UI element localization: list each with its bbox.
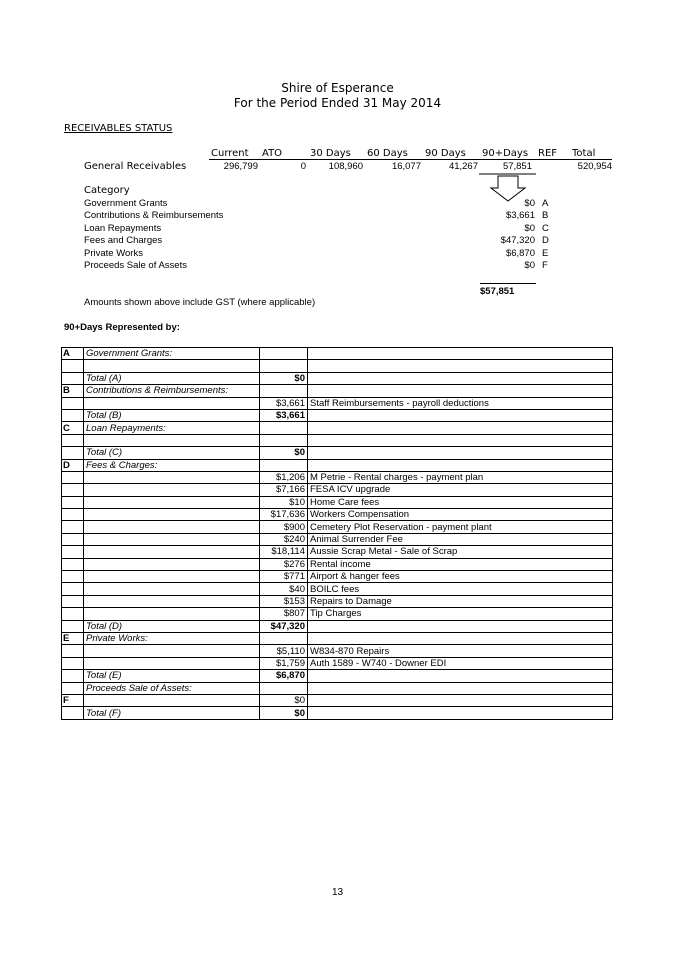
table-row	[62, 434, 613, 446]
row-amount: $1,206	[260, 471, 308, 483]
row-description: Staff Reimbursements - payroll deductions	[308, 397, 613, 409]
row-amount: $153	[260, 595, 308, 607]
category-heading: Category	[84, 185, 130, 196]
value-30-days: 108,960	[328, 161, 363, 172]
row-description: Workers Compensation	[308, 509, 613, 521]
row-ref	[62, 484, 84, 496]
row-amount: $0	[260, 372, 308, 384]
row-label: Total (A)	[84, 372, 260, 384]
row-ref	[62, 471, 84, 483]
table-row	[62, 471, 613, 483]
category-ref: C	[542, 223, 549, 234]
table-row	[62, 521, 613, 533]
table-row	[62, 397, 613, 409]
table-row	[62, 682, 613, 694]
row-description: Repairs to Damage	[308, 595, 613, 607]
category-label: Government Grants	[84, 198, 168, 209]
table-row	[62, 645, 613, 657]
row-description: M Petrie - Rental charges - payment plan	[308, 471, 613, 483]
row-label: Proceeds Sale of Assets:	[84, 682, 260, 694]
table-row	[62, 447, 613, 459]
row-description	[308, 434, 613, 446]
row-label	[84, 558, 260, 570]
row-ref	[62, 360, 84, 372]
row-label: Total (B)	[84, 409, 260, 421]
row-amount: $771	[260, 571, 308, 583]
row-label	[84, 533, 260, 545]
row-label	[84, 521, 260, 533]
row-label: Total (D)	[84, 620, 260, 632]
value-current: 296,799	[223, 161, 258, 172]
row-ref	[62, 397, 84, 409]
value-90-days: 41,267	[448, 161, 478, 172]
row-description	[308, 459, 613, 471]
value-90plus-days: 57,851	[502, 161, 532, 172]
report-title: Shire of Esperance	[281, 81, 394, 95]
row-label: Total (E)	[84, 670, 260, 682]
row-amount	[260, 434, 308, 446]
row-ref	[62, 707, 84, 719]
table-row	[62, 496, 613, 508]
row-amount: $3,661	[260, 409, 308, 421]
category-ref: B	[542, 210, 549, 221]
row-ref	[62, 447, 84, 459]
row-amount: $0	[260, 447, 308, 459]
category-amount: $6,870	[505, 248, 535, 259]
row-description	[308, 422, 613, 434]
row-ref	[62, 496, 84, 508]
row-amount	[260, 385, 308, 397]
row-ref: C	[62, 422, 84, 434]
row-amount: $276	[260, 558, 308, 570]
row-amount: $6,870	[260, 670, 308, 682]
table-row	[62, 657, 613, 669]
category-label: Private Works	[84, 248, 143, 259]
row-label: Contributions & Reimbursements:	[84, 385, 260, 397]
row-label: Total (C)	[84, 447, 260, 459]
table-row	[62, 484, 613, 496]
row-amount: $10	[260, 496, 308, 508]
row-amount: $0	[260, 707, 308, 719]
row-ref	[62, 509, 84, 521]
value-60-days: 16,077	[391, 161, 421, 172]
category-label: Proceeds Sale of Assets	[84, 260, 187, 271]
category-ref: F	[542, 260, 548, 271]
row-label	[84, 645, 260, 657]
row-description	[308, 707, 613, 719]
table-row	[62, 459, 613, 471]
category-ref: E	[542, 248, 549, 259]
category-label: Loan Repayments	[84, 223, 162, 234]
row-description: Tip Charges	[308, 608, 613, 620]
row-amount: $900	[260, 521, 308, 533]
row-description: Auth 1589 - W740 - Downer EDI	[308, 657, 613, 669]
category-amount: $0	[524, 223, 535, 234]
row-amount: $7,166	[260, 484, 308, 496]
col-30-days: 30 Days	[310, 148, 351, 159]
row-description	[308, 385, 613, 397]
row-ref: B	[62, 385, 84, 397]
table-row	[62, 372, 613, 384]
table-row	[62, 409, 613, 421]
col-90plus-days: 90+Days	[482, 148, 529, 159]
category-amount: $3,661	[505, 210, 535, 221]
row-amount: $17,636	[260, 509, 308, 521]
row-label	[84, 608, 260, 620]
row-ref	[62, 558, 84, 570]
row-ref	[62, 620, 84, 632]
table-row	[62, 509, 613, 521]
row-label	[84, 496, 260, 508]
col-total: Total	[572, 148, 596, 159]
row-ref	[62, 608, 84, 620]
row-label	[84, 397, 260, 409]
row-description: Aussie Scrap Metal - Sale of Scrap	[308, 546, 613, 558]
detail-table-body	[62, 348, 613, 720]
report-period: For the Period Ended 31 May 2014	[233, 96, 442, 110]
row-description: BOILC fees	[308, 583, 613, 595]
table-row	[62, 546, 613, 558]
page-number: 13	[331, 887, 344, 898]
row-label	[84, 434, 260, 446]
row-ref	[62, 409, 84, 421]
row-description	[308, 409, 613, 421]
row-description: Rental income	[308, 558, 613, 570]
row-label: Government Grants:	[84, 348, 260, 360]
row-amount: $18,114	[260, 546, 308, 558]
category-amount: $47,320	[500, 235, 535, 246]
row-amount	[260, 360, 308, 372]
table-row	[62, 707, 613, 719]
row-description	[308, 360, 613, 372]
general-receivables-label: General Receivables	[84, 161, 187, 172]
row-amount	[260, 682, 308, 694]
row-amount	[260, 632, 308, 644]
table-row	[62, 422, 613, 434]
category-ref: A	[542, 198, 549, 209]
row-amount	[260, 348, 308, 360]
table-row	[62, 360, 613, 372]
row-label: Total (F)	[84, 707, 260, 719]
row-ref	[62, 372, 84, 384]
row-label	[84, 595, 260, 607]
row-label: Fees & Charges:	[84, 459, 260, 471]
row-description	[308, 682, 613, 694]
category-label: Fees and Charges	[84, 235, 163, 246]
row-amount: $240	[260, 533, 308, 545]
row-description	[308, 694, 613, 706]
row-ref	[62, 521, 84, 533]
row-ref: A	[62, 348, 84, 360]
row-ref	[62, 533, 84, 545]
row-ref: E	[62, 632, 84, 644]
header-rule	[209, 159, 612, 160]
row-ref	[62, 546, 84, 558]
row-label	[84, 657, 260, 669]
row-amount: $807	[260, 608, 308, 620]
row-description	[308, 632, 613, 644]
row-ref	[62, 434, 84, 446]
row-ref	[62, 657, 84, 669]
row-description	[308, 372, 613, 384]
col-ref: REF	[538, 148, 558, 159]
row-label	[84, 571, 260, 583]
row-amount: $3,661	[260, 397, 308, 409]
table-row	[62, 533, 613, 545]
row-ref	[62, 670, 84, 682]
row-ref	[62, 595, 84, 607]
row-ref: D	[62, 459, 84, 471]
table-row	[62, 571, 613, 583]
row-amount: $40	[260, 583, 308, 595]
row-label: Private Works:	[84, 632, 260, 644]
row-label	[84, 509, 260, 521]
row-amount: $0	[260, 694, 308, 706]
row-ref	[62, 645, 84, 657]
table-row	[62, 620, 613, 632]
category-label: Contributions & Reimbursements	[84, 210, 224, 221]
table-row	[62, 558, 613, 570]
table-row	[62, 348, 613, 360]
gst-note: Amounts shown above include GST (where applicable)	[84, 297, 316, 308]
col-current: Current	[211, 148, 249, 159]
row-description: FESA ICV upgrade	[308, 484, 613, 496]
table-row	[62, 385, 613, 397]
row-ref	[62, 682, 84, 694]
col-90-days: 90 Days	[425, 148, 466, 159]
category-amount: $0	[524, 260, 535, 271]
col-60-days: 60 Days	[367, 148, 408, 159]
category-ref: D	[542, 235, 549, 246]
table-row	[62, 583, 613, 595]
category-amount: $0	[524, 198, 535, 209]
table-row	[62, 694, 613, 706]
categories-total: $57,851	[480, 286, 515, 297]
row-label	[84, 583, 260, 595]
row-description: Cemetery Plot Reservation - payment plant	[308, 521, 613, 533]
row-label	[84, 546, 260, 558]
row-description	[308, 447, 613, 459]
table-row	[62, 595, 613, 607]
row-label	[84, 360, 260, 372]
row-label	[84, 471, 260, 483]
row-amount	[260, 459, 308, 471]
row-label	[84, 694, 260, 706]
row-ref	[62, 571, 84, 583]
row-label: Loan Repayments:	[84, 422, 260, 434]
col-ato: ATO	[262, 148, 283, 159]
total-rule	[480, 283, 536, 284]
row-amount: $47,320	[260, 620, 308, 632]
table-row	[62, 608, 613, 620]
row-amount: $5,110	[260, 645, 308, 657]
row-description: W834-870 Repairs	[308, 645, 613, 657]
row-description	[308, 620, 613, 632]
section-heading: RECEIVABLES STATUS	[64, 123, 173, 134]
row-ref: F	[62, 694, 84, 706]
represented-heading: 90+Days Represented by:	[64, 322, 180, 333]
row-description: Home Care fees	[308, 496, 613, 508]
value-total: 520,954	[577, 161, 612, 172]
row-description: Airport & hanger fees	[308, 571, 613, 583]
value-ato: 0	[300, 161, 306, 172]
row-amount	[260, 422, 308, 434]
row-amount: $1,759	[260, 657, 308, 669]
table-row	[62, 670, 613, 682]
row-description	[308, 670, 613, 682]
row-description	[308, 348, 613, 360]
detail-table	[61, 347, 613, 720]
row-description: Animal Surrender Fee	[308, 533, 613, 545]
row-label	[84, 484, 260, 496]
table-row	[62, 632, 613, 644]
row-ref	[62, 583, 84, 595]
